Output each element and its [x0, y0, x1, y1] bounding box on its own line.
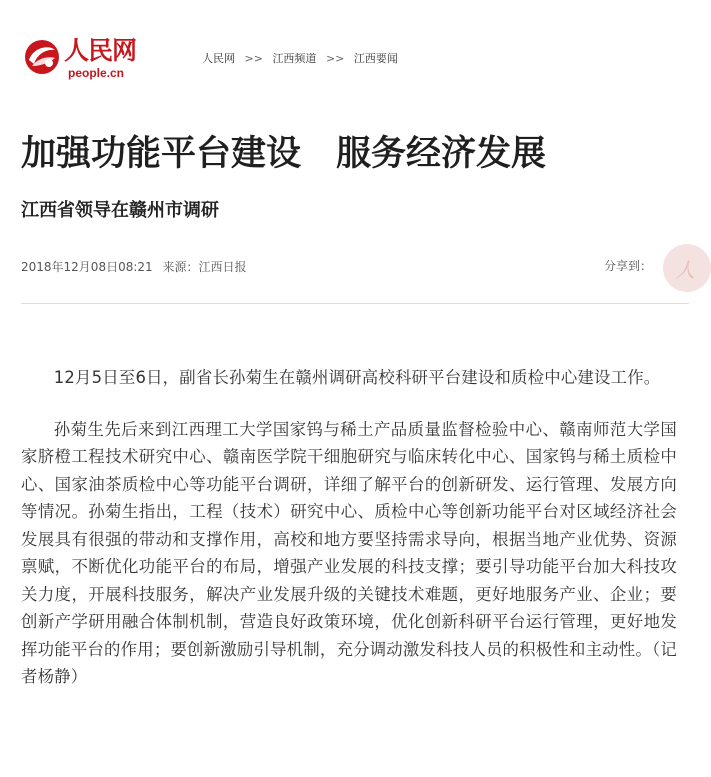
logo-text-cn: 人民网 — [64, 36, 137, 65]
breadcrumb — [202, 52, 398, 66]
share-icon-glyph: 人 — [675, 258, 695, 282]
breadcrumb-link-jiangxi-channel[interactable]: 江西频道 — [272, 52, 317, 65]
article-title: 加强功能平台建设 服务经济发展 — [21, 134, 547, 174]
page-header — [24, 36, 664, 84]
article-paragraph: 孙菊生先后来到江西理工大学国家钨与稀土产品质量监督检验中心、赣南师范大学国家脐橙工程技术研究中心、赣南医学院干细胞研究与临床转化中心、国家钨与稀土质检中心、国家油茶质检中心等功能平台调研，详细了解平台的创新研发、运行管理、发展方向等情况。孙菊生指出，工程（技术）研究中心、质检中心等创新功能平台对区域经济社会发展具有很强的带动和支撑作用，高校和地方要坚持需求导向，根据当地产业优势、资源禀赋，不断优化功能平台的布局，增强产业发展的科技支撑；要引导功能平台加大科技攻关力度，开展科技服务，解决产业发展升级的关键技术难题，更好地服务产业、企业；要创新产学研用融合体制机制，营造良好政策环境，优化创新科研平台运行管理，更好地发挥功能平台的作用；要创新激励引导机制，充分调动激发科技人员的积极性和主动性。（记者杨静） — [21, 419, 677, 686]
logo-text-en: people.cn — [68, 66, 125, 80]
breadcrumb-separator: >> — [244, 52, 263, 65]
breadcrumb-link-people[interactable]: 人民网 — [202, 52, 235, 65]
breadcrumb-separator: >> — [325, 52, 345, 65]
article-body — [21, 364, 677, 715]
share-icon[interactable] — [663, 244, 711, 292]
share-label: 分享到： — [604, 259, 653, 273]
article-paragraph: 12月5日至6日，副省长孙菊生在赣州调研高校科研平台建设和质检中心建设工作。 — [53, 368, 661, 387]
people-logo-icon — [24, 38, 60, 76]
site-logo[interactable] — [24, 36, 144, 82]
breadcrumb-link-jiangxi-news[interactable]: 江西要闻 — [353, 52, 398, 65]
article-meta — [21, 259, 247, 275]
article-source: 来源：江西日报 — [162, 260, 247, 274]
article-datetime: 2018年12月08日08:21 — [21, 260, 153, 274]
article-subtitle: 江西省领导在赣州市调研 — [21, 200, 219, 221]
divider — [21, 303, 689, 304]
